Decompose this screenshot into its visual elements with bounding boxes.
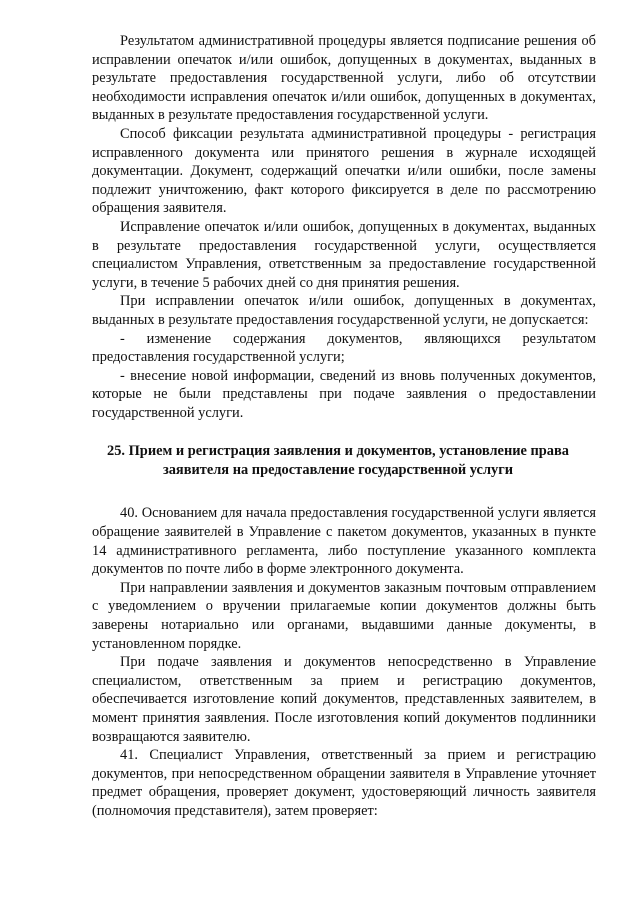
paragraph-correction: Исправление опечаток и/или ошибок, допущенных в документах, выданных в результате предоставления государственной услуги, осуществляется специалистом Управления, ответственным за предоставление государственной услуги, в течение 5 рабочих дней со дня принятия решения.	[92, 218, 596, 291]
paragraph-fixation: Способ фиксации результата административной процедуры - регистрация исправленного документа или принятого решения в журнале исходящей документации. Документ, содержащий опечатки и/или ошибки, после замены подлежит уничтожению, факт которого фиксируется в деле по рассмотрению обращения заявителя.	[92, 125, 596, 217]
paragraph-40: 40. Основанием для начала предоставления государственной услуги является обращение заявителей в Управление с пакетом документов, указанных в пункте 14 административного регламента, либо поступление указанного комплекта документов по почте либо в форме электронного документа.	[92, 505, 596, 578]
paragraph-direct-submission: При подаче заявления и документов непосредственно в Управление специалистом, ответственным за прием и регистрацию документов, обеспечивается изготовление копий документов, представленных заявителем, в момент принятия заявления. После изготовления копий документов подлинники возвращаются заявителю.	[92, 654, 596, 745]
paragraph-postal: При направлении заявления и документов заказным почтовым отправлением с уведомлением о вручении прилагаемые копии документов должны быть заверены нотариально или органами, выдавшими данные документы, в установленном порядке.	[92, 579, 596, 652]
section-registration	[92, 504, 596, 820]
section-intro	[92, 32, 596, 422]
paragraph-not-allowed: При исправлении опечаток и/или ошибок, допущенных в документах, выданных в результате предоставления государственной услуги, не допускается:	[92, 293, 596, 328]
list-item-content-change: - изменение содержания документов, являющихся результатом предоставления государственной услуги;	[92, 330, 596, 366]
section-heading: 25. Прием и регистрация заявления и документов, установление права заявителя на предоставление государственной услуги	[107, 443, 569, 479]
list-item-new-info: - внесение новой информации, сведений из вновь полученных документов, которые не были представлены при подаче заявления о предоставлении государственной услуги.	[92, 367, 596, 421]
paragraph-result: Результатом административной процедуры является подписание решения об исправлении опечаток и/или ошибок, допущенных в документах, выданных в результате предоставления государственной услуги, либо об отсутствии необходимости исправления опечаток и/или ошибок, допущенных в документах, выданных в результате предоставления государственной услуги.	[92, 33, 596, 124]
paragraph-41: 41. Специалист Управления, ответственный за прием и регистрацию документов, при непосредственном обращении заявителя в Управление уточняет предмет обращения, проверяет документ, удостоверяющий личность заявителя (полномочия представителя), затем проверяет:	[92, 747, 596, 819]
